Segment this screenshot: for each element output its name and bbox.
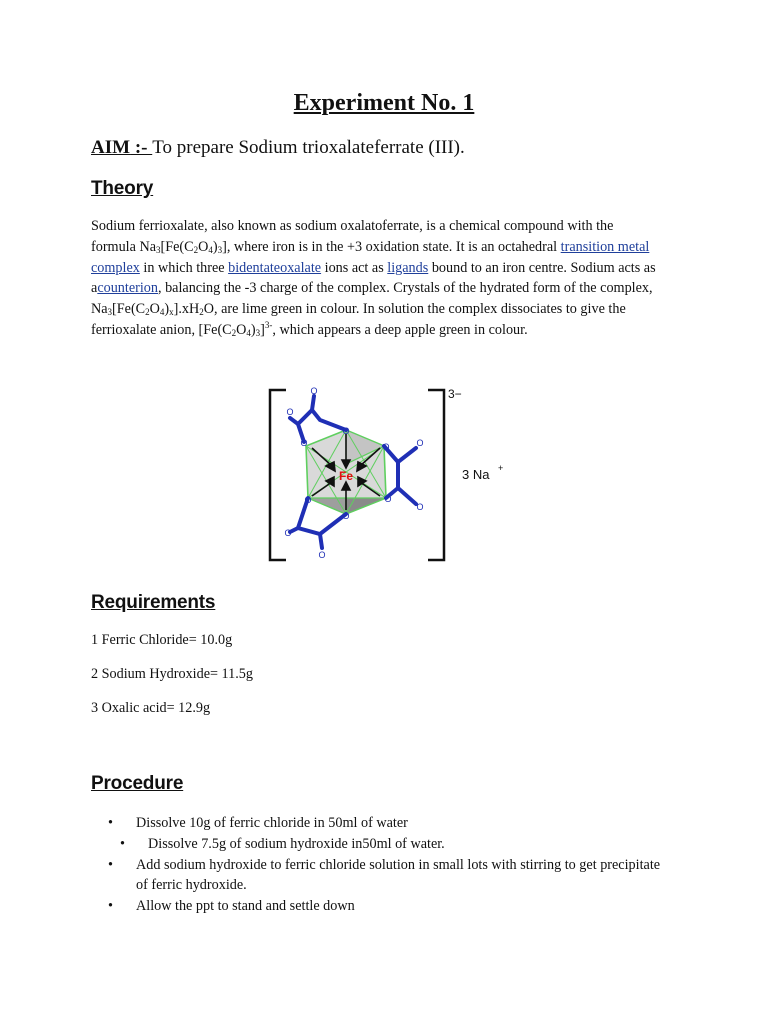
oxygen-atom: O xyxy=(384,494,392,504)
oxygen-atom: O xyxy=(304,495,312,505)
bullet-icon: • xyxy=(108,856,113,873)
link-transition-metal-complex[interactable]: transition metal complex xyxy=(91,238,650,276)
aim-separator: :- xyxy=(130,137,153,158)
ferrioxalate-structure-diagram xyxy=(262,382,512,567)
svg-text:3 Na: 3 Na xyxy=(462,467,490,482)
bullet-icon: • xyxy=(120,835,125,852)
procedure-step: • Dissolve 10g of ferric chloride in 50ml of water xyxy=(108,813,668,834)
procedure-list xyxy=(108,813,668,917)
link-counterion[interactable]: counterion xyxy=(97,280,158,297)
oxygen-atom: O xyxy=(416,502,424,512)
procedure-heading: Procedure xyxy=(91,773,184,794)
page-title: Experiment No. 1 xyxy=(293,90,475,116)
aim-text: To prepare Sodium trioxalateferrate (III). xyxy=(152,137,465,158)
iron-atom-label: Fe xyxy=(338,469,354,483)
theory-heading: Theory xyxy=(91,178,154,199)
aim-label: AIM xyxy=(91,137,131,158)
oxygen-atom: O xyxy=(416,438,424,448)
procedure-step: • Dissolve 7.5g of sodium hydroxide in50ml of water. xyxy=(108,834,668,855)
oxygen-atom: O xyxy=(310,386,318,396)
bullet-icon: • xyxy=(108,815,113,831)
oxygen-atom: O xyxy=(342,511,350,521)
oxygen-atom: O xyxy=(300,438,308,448)
requirement-item: 1 Ferric Chloride= 10.0g xyxy=(91,632,233,648)
charge-label: 3− xyxy=(448,387,462,401)
requirement-item: 3 Oxalic acid= 12.9g xyxy=(91,700,211,716)
requirement-item: 2 Sodium Hydroxide= 11.5g xyxy=(91,666,253,682)
oxygen-atom: O xyxy=(342,426,350,436)
requirements-heading: Requirements xyxy=(91,592,216,613)
procedure-step: • Allow the ppt to stand and settle down xyxy=(108,896,668,917)
oxygen-atom: O xyxy=(284,528,292,538)
procedure-step: • Add sodium hydroxide to ferric chloride solution in small lots with stirring to get precipitate of ferric hydroxide. xyxy=(108,856,661,894)
svg-text:+: + xyxy=(498,463,504,473)
link-bidentateoxalate[interactable]: bidentateoxalate xyxy=(228,259,322,276)
theory-paragraph: Sodium ferrioxalate, also known as sodium oxalatoferrate, is a chemical compound with the formula $Na_3[Fe(C_2O_4)_3]$, where iron is in the +3 oxidation state. It is an octahedral transition metal complex in which three bidentateoxalate ions act as ligands bound to an iron centre. Sodium acts as acounterion, balancing the -3 charge of the complex. Crystals of the hydrated form of the complex, $Na_3[Fe(C_2O_4)_x].xH_2O$, are lime green in colour. In solution the complex dissociates to give the ferrioxalate anion, $[Fe(C_2O_4)_3]^{3-}$, which appears a deep apple green in colour. xyxy=(91,218,656,338)
oxygen-atom: O xyxy=(318,550,326,560)
link-ligands[interactable]: ligands xyxy=(387,259,429,276)
oxygen-atom: O xyxy=(286,407,294,417)
oxygen-atom: O xyxy=(382,442,390,452)
aim-line xyxy=(91,137,465,159)
bullet-icon: • xyxy=(108,898,113,915)
counter-ion-label xyxy=(462,463,503,482)
